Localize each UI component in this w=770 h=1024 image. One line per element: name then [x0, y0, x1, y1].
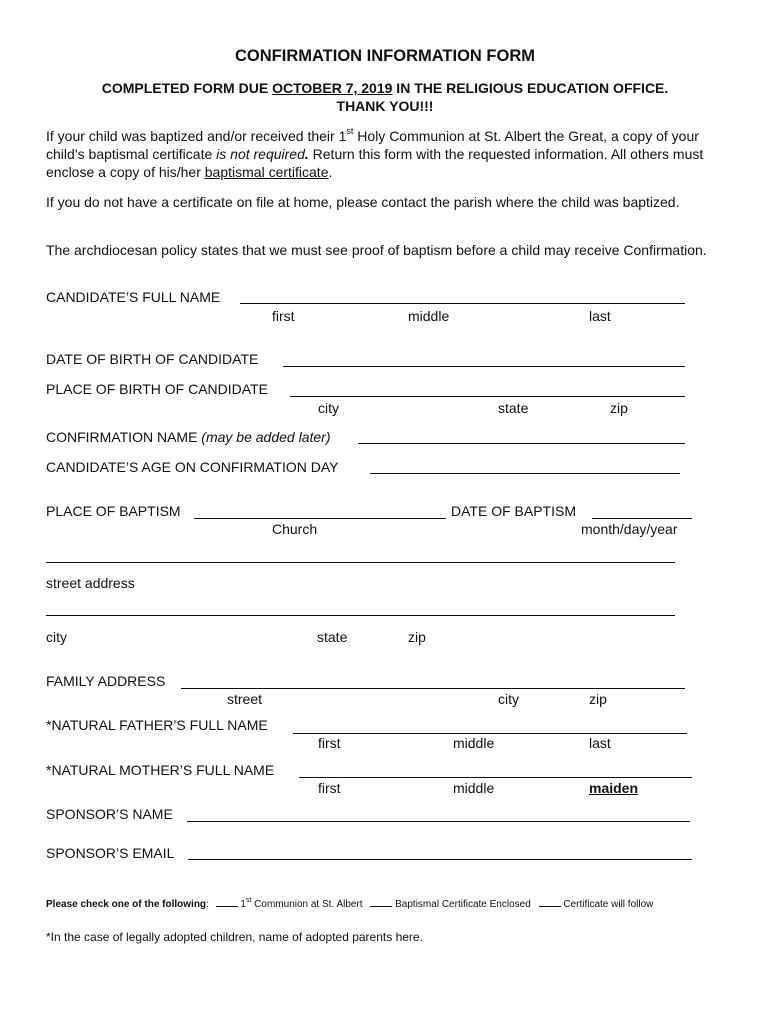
- place-of-baptism-label: PLACE OF BAPTISM: [46, 503, 181, 519]
- sub-zip-family: zip: [589, 691, 607, 707]
- mother-sub-maiden: maiden: [589, 780, 639, 796]
- city-label: city: [46, 629, 67, 645]
- check-lead: Please check one of the following: [46, 899, 207, 910]
- due-notice: [0, 80, 770, 96]
- family-address-line[interactable]: [181, 688, 685, 689]
- intro-p1-a: If your child was baptized and/or received their 1: [46, 128, 347, 144]
- sub-street: street: [227, 691, 263, 707]
- check-opt1-b: Communion at St. Albert: [251, 899, 363, 910]
- sub-zip: zip: [610, 400, 628, 416]
- pob-line[interactable]: [290, 396, 685, 397]
- state-label: state: [317, 629, 348, 645]
- confirmation-name-note: (may be added later): [201, 429, 331, 445]
- due-prefix: COMPLETED FORM DUE: [101, 80, 273, 96]
- street-address-label: street address: [46, 575, 135, 591]
- date-of-baptism-label: DATE OF BAPTISM: [451, 503, 576, 519]
- church-street-line[interactable]: [46, 562, 675, 563]
- due-date: OCTOBER 7, 2019: [272, 80, 393, 96]
- family-address-label: FAMILY ADDRESS: [46, 673, 166, 689]
- check-colon: :: [206, 899, 209, 910]
- check-opt3: Certificate will follow: [563, 899, 654, 910]
- sub-city: city: [318, 400, 339, 416]
- sponsor-email-line[interactable]: [188, 859, 692, 860]
- confirmation-name-text: CONFIRMATION NAME: [46, 429, 202, 445]
- mother-sub-middle: middle: [453, 780, 495, 796]
- dob-line[interactable]: [283, 366, 685, 367]
- checkbox-certificate-enclosed[interactable]: [370, 906, 392, 907]
- intro-p1-italic: is not required: [216, 146, 305, 162]
- intro-p1-b: Holy Communion at St. Albert the Great, a copy of your child’s baptismal certificate: [46, 128, 699, 162]
- church-city-line[interactable]: [46, 615, 675, 616]
- dob-label: DATE OF BIRTH OF CANDIDATE: [46, 351, 259, 367]
- father-sub-middle: middle: [453, 735, 495, 751]
- check-options-row: [46, 896, 654, 910]
- candidate-name-label: CANDIDATE’S FULL NAME: [46, 289, 221, 305]
- sub-first: first: [272, 308, 295, 324]
- intro-p1-sup: st: [346, 126, 354, 137]
- sub-city-family: city: [498, 691, 519, 707]
- sub-month-day-year: month/day/year: [581, 521, 678, 537]
- checkbox-communion[interactable]: [216, 906, 238, 907]
- form-title: CONFIRMATION INFORMATION FORM: [234, 47, 535, 65]
- footnote: *In the case of legally adopted children, name of adopted parents here.: [46, 930, 423, 944]
- place-of-baptism-line[interactable]: [194, 518, 446, 519]
- sub-state: state: [498, 400, 529, 416]
- sub-church: Church: [272, 521, 318, 537]
- zip-label: zip: [408, 629, 426, 645]
- father-sub-first: first: [318, 735, 341, 751]
- age-line[interactable]: [370, 473, 680, 474]
- check-opt1-a: 1: [240, 899, 246, 910]
- due-suffix: IN THE RELIGIOUS EDUCATION OFFICE.: [392, 80, 669, 96]
- intro-paragraph-3: The archdiocesan policy states that we must see proof of baptism before a child may receive Confirmation.: [46, 242, 707, 258]
- mother-sub-first: first: [318, 780, 341, 796]
- intro-p1-c: Return this form with the requested information. All others must enclose a copy of his/her: [46, 146, 704, 180]
- check-opt1-sup: st: [245, 896, 252, 904]
- sub-middle: middle: [408, 308, 450, 324]
- sponsor-email-label: SPONSOR’S EMAIL: [46, 845, 175, 861]
- confirmation-name-label: [46, 429, 330, 445]
- intro-paragraph-2: If you do not have a certificate on file at home, please contact the parish where the child was baptized.: [46, 194, 680, 210]
- mother-name-line[interactable]: [299, 777, 692, 778]
- thank-you: THANK YOU!!!: [336, 98, 434, 114]
- mother-name-label: *NATURAL MOTHER’S FULL NAME: [46, 762, 275, 778]
- sub-last: last: [589, 308, 611, 324]
- pob-label: PLACE OF BIRTH OF CANDIDATE: [46, 381, 268, 397]
- father-name-line[interactable]: [293, 733, 687, 734]
- sponsor-name-label: SPONSOR’S NAME: [46, 806, 173, 822]
- candidate-name-line[interactable]: [240, 303, 685, 304]
- baptismal-certificate-text: baptismal certificate: [204, 164, 329, 180]
- father-sub-last: last: [589, 735, 611, 751]
- date-of-baptism-line[interactable]: [592, 518, 692, 519]
- intro-paragraph-1: If your child was baptized and/or received their 1st Holy Communion at St. Albert the Great, a copy of your child’s baptismal certificate is not required. Return this form with the requested information. All others must enclose a copy of his/her baptismal certificate.: [46, 126, 704, 180]
- father-name-label: *NATURAL FATHER’S FULL NAME: [46, 717, 268, 733]
- checkbox-certificate-follow[interactable]: [539, 906, 561, 907]
- confirmation-name-line[interactable]: [358, 443, 685, 444]
- age-label: CANDIDATE’S AGE ON CONFIRMATION DAY: [46, 459, 339, 475]
- sponsor-name-line[interactable]: [187, 821, 690, 822]
- check-opt2: Baptismal Certificate Enclosed: [395, 899, 531, 910]
